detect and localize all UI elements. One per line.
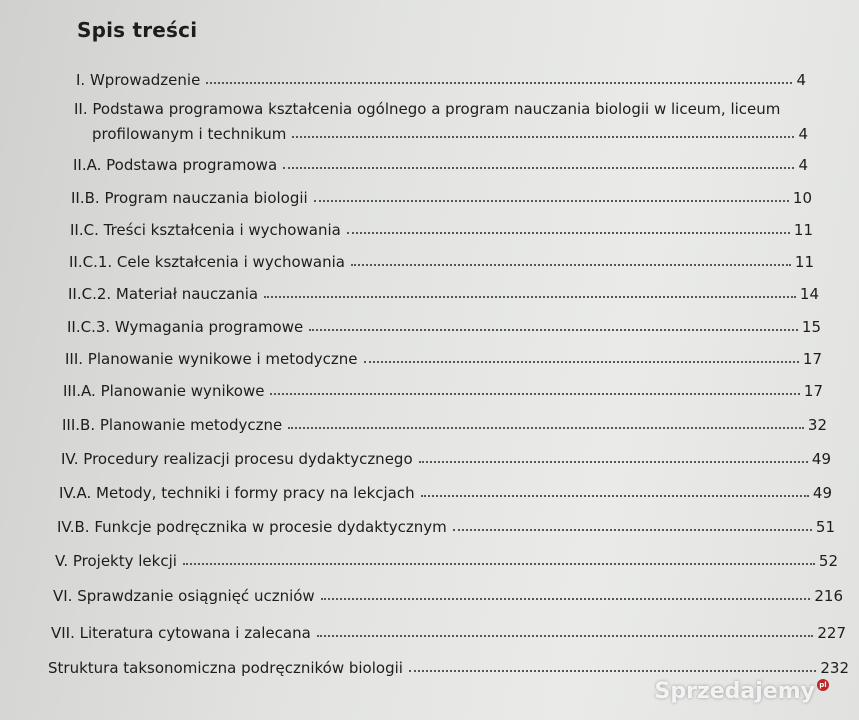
toc-entry-label: V. Projekty lekcji [55, 552, 177, 570]
toc-entry-page: 49 [811, 450, 831, 468]
toc-entry-page: 52 [818, 552, 838, 570]
toc-leader [351, 264, 791, 266]
toc-entry-page: 11 [793, 221, 813, 239]
toc-entry-label: IV.B. Funkcje podręcznika w procesie dydaktycznym [57, 518, 447, 536]
toc-entry-page: 49 [812, 484, 832, 502]
toc-entry-page: 10 [792, 189, 812, 207]
watermark-text: Sprzedajemy [654, 679, 815, 704]
toc-leader [309, 329, 798, 331]
toc-entry-page: 227 [817, 624, 846, 642]
toc-entry [57, 512, 835, 536]
toc-entry-label: VII. Literatura cytowana i zalecana [51, 624, 311, 642]
watermark-logo [655, 679, 830, 704]
toc-leader [317, 635, 814, 637]
toc-entry-page: 4 [796, 71, 806, 89]
page-title: Spis treści [77, 18, 198, 42]
toc-entry-page: 14 [799, 285, 819, 303]
toc-entry [92, 119, 808, 143]
toc-entry [73, 150, 808, 174]
toc-entry-label: IV. Procedury realizacji procesu dydaktycznego [61, 450, 413, 468]
toc-entry [55, 546, 838, 570]
toc-entry-page: 17 [803, 382, 823, 400]
toc-entry [65, 344, 822, 368]
toc-entry-label: II.C.1. Cele kształcenia i wychowania [69, 253, 345, 271]
toc-entry-label: II.B. Program nauczania biologii [71, 189, 308, 207]
toc-leader [288, 427, 804, 429]
toc-leader [364, 361, 799, 363]
toc-entry [63, 376, 823, 400]
toc-leader [421, 495, 809, 497]
toc-leader [206, 82, 792, 84]
toc-entry-label: III.A. Planowanie wynikowe [63, 382, 265, 400]
toc-entry [51, 618, 846, 642]
toc-entry [59, 478, 832, 502]
toc-entry-page: 32 [807, 416, 827, 434]
toc-entry [76, 65, 806, 89]
toc-entry [68, 279, 819, 303]
toc-leader [321, 598, 811, 600]
toc-leader [292, 136, 794, 138]
toc-entry [70, 215, 813, 239]
toc-entry-label: III.B. Planowanie metodyczne [62, 416, 283, 434]
toc-entry-label: I. Wprowadzenie [76, 71, 201, 89]
toc-entry-label: VI. Sprawdzanie osiągnięć uczniów [53, 587, 315, 605]
toc-entry [53, 581, 843, 605]
toc-leader [264, 296, 796, 298]
toc-entry-page: 216 [814, 587, 843, 605]
toc-leader [270, 393, 799, 395]
toc-entry-label: II.C. Treści kształcenia i wychowania [70, 221, 341, 239]
toc-entry [71, 183, 812, 207]
toc-entry-label-line1: II. Podstawa programowa kształcenia ogólnego a program nauczania biologii w liceum, liceum [74, 100, 781, 118]
toc-entry-label: II.C.3. Wymagania programowe [67, 318, 304, 336]
toc-entry-page: 4 [798, 156, 808, 174]
toc-leader [419, 461, 808, 463]
toc-entry-label: III. Planowanie wynikowe i metodyczne [65, 350, 358, 368]
toc-leader [314, 200, 789, 202]
toc-entry-page: 11 [794, 253, 814, 271]
toc-entry-label: II.C.2. Materiał nauczania [68, 285, 259, 303]
toc-entry [67, 312, 821, 336]
toc-entry [69, 247, 814, 271]
toc-leader [409, 670, 816, 672]
toc-entry-page: 4 [798, 125, 808, 143]
toc-entry-label: II.A. Podstawa programowa [73, 156, 278, 174]
toc-entry-label: IV.A. Metody, techniki i formy pracy na lekcjach [59, 484, 415, 502]
toc-entry-page: 15 [801, 318, 821, 336]
toc-leader [453, 529, 812, 531]
toc-entry [61, 444, 831, 468]
toc-entry [48, 653, 849, 677]
toc-leader [283, 167, 794, 169]
toc-entry-label: Struktura taksonomiczna podręczników biologii [48, 659, 403, 677]
toc-entry-page: 17 [802, 350, 822, 368]
watermark-badge: pl [817, 679, 829, 691]
toc-leader [347, 232, 790, 234]
toc-entry-page: 51 [815, 518, 835, 536]
toc-leader [183, 563, 815, 565]
toc-entry-label: profilowanym i technikum [92, 125, 287, 143]
toc-entry-page: 232 [820, 659, 849, 677]
toc-entry [62, 410, 827, 434]
